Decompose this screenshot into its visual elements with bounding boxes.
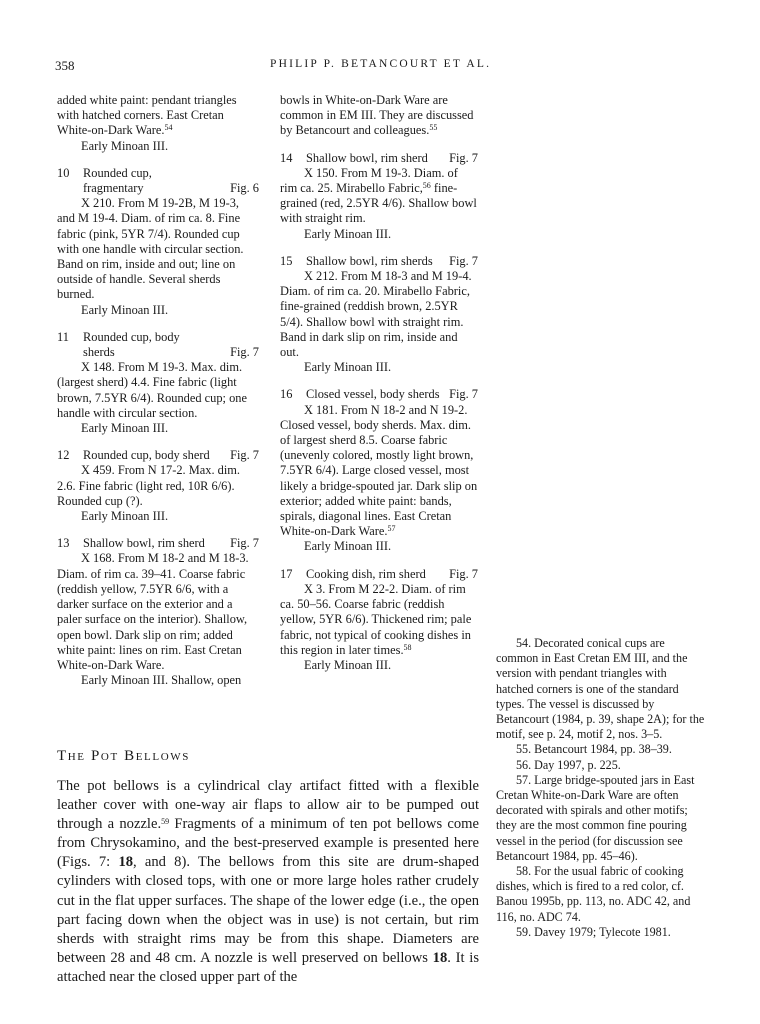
figure-reference[interactable]: Fig. 7	[230, 345, 259, 360]
catalog-entry-14	[280, 151, 478, 242]
period-label: Early Minoan III.	[304, 226, 392, 241]
section-heading: The Pot Bellows	[57, 748, 190, 764]
body-paragraph: The pot bellows is a cylindrical clay artifact fitted with a flexible leather cover with one-way air flaps to allow air to be pumped out through a nozzle.$^{59}$ Fragments of a minimum of ten pot bellows come from Chrysokamino, and the best-preserved example is presented here (Figs. 7: 18, and 8). The bellows from this site are drum-shaped cylinders with closed tops, with one or more large holes rather crudely cut in the flat upper surfaces. The shape of the lower edge (i.e., the open part facing down when the object was in use) is not certain, but rim sherds with straight rims may be from this shape. Diameters are between 28 and 48 cm. A nozzle is well preserved on bellows 18. It is attached near the closed upper part of the	[57, 778, 479, 985]
entry-number: 11	[57, 329, 69, 344]
figure-reference[interactable]: Fig. 7	[230, 536, 259, 551]
figure-reference[interactable]: Fig. 6	[230, 181, 259, 196]
section-body	[57, 777, 479, 987]
entry-heading	[57, 536, 259, 551]
period-label: Early Minoan III.	[81, 138, 169, 153]
catalog-ref[interactable]: 18	[432, 949, 448, 966]
catalog-entry-15	[280, 254, 478, 376]
entry-description: X 212. From M 18-3 and M 19-4. Diam. of rim ca. 20. Mirabello Fabric, fine-grained (reddish brown, 2.5YR 5/4). Shallow bowl with straight rim. Band in dark slip on rim, inside and out.	[280, 269, 472, 360]
right-catalog-column	[280, 93, 478, 673]
figure-reference[interactable]: Fig. 7	[449, 150, 478, 165]
figure-reference[interactable]: Fig. 7	[449, 253, 478, 268]
period-label: Early Minoan III.	[81, 509, 169, 524]
continuation-text: bowls in White-on-Dark Ware are common in EM III. They are discussed by Betancourt and colleagues.$^{55}$	[280, 93, 474, 138]
note-ref[interactable]: 58	[403, 642, 412, 652]
period-label: Early Minoan III.	[81, 421, 169, 436]
entry-title: Shallow bowl, rim sherd	[83, 536, 205, 551]
catalog-entry-11	[57, 330, 259, 436]
entry-number: 12	[57, 448, 70, 463]
continuation-text: added white paint: pendant triangles with hatched corners. East Cretan White-on-Dark Ware.$^{54}$	[57, 93, 237, 138]
entry-heading	[280, 567, 478, 582]
catalog-entry-10	[57, 166, 259, 318]
entry-heading	[57, 166, 259, 196]
catalog-entry-12	[57, 448, 259, 524]
left-catalog-column	[57, 93, 259, 688]
entry-description: X 181. From N 18-2 and N 19-2. Closed vessel, body sherds. Max. dim. of largest sherd 8.5. Coarse fabric (unevenly colored, mostly light brown, 7.5YR 6/4). Large closed vessel, most likely a bridge-spouted jar. Dark slip on exterior; added white paint: bands, spirals, diagonal lines. East Cretan White-on-Dark Ware.$^{57}$	[280, 402, 478, 539]
entry-title: Rounded cup, body sherds	[83, 329, 180, 360]
entry-description: X 150. From M 19-3. Diam. of rim ca. 25. Mirabello Fabric,$^{56}$ fine-grained (red, 2.5YR 4/6). Shallow bowl with straight rim.	[280, 165, 477, 226]
entry-heading	[280, 151, 478, 166]
footnote-57: 57. Large bridge-spouted jars in East Cretan White-on-Dark Ware are often decorated with spirals and other motifs; they are the most common fine pouring vessel in the period (for discussion see Betancourt 1984, pp. 45–46).	[496, 772, 695, 863]
period-label: Early Minoan III. Shallow, open	[81, 673, 242, 688]
footnote-58: 58. For the usual fabric of cooking dishes, which is fired to a red color, cf. Banou 1995b, pp. 113, no. ADC 42, and 116, no. ADC 74.	[496, 864, 691, 924]
figure-reference[interactable]: Fig. 7	[449, 566, 478, 581]
entry-title: Shallow bowl, rim sherd	[306, 150, 428, 165]
period-label: Early Minoan III.	[304, 657, 392, 672]
entry-title: Shallow bowl, rim sherds	[306, 253, 433, 268]
footnotes	[496, 636, 706, 940]
catalog-entry-17	[280, 567, 478, 673]
entry-number: 15	[280, 253, 293, 268]
period-label: Early Minoan III.	[304, 360, 392, 375]
note-ref[interactable]: 54	[164, 123, 173, 133]
catalog-entry-13	[57, 536, 259, 688]
figure-reference[interactable]: Fig. 7	[230, 448, 259, 463]
entry-description: X 148. From M 19-3. Max. dim. (largest sherd) 4.4. Fine fabric (light brown, 7.5YR 6/4). Rounded cup; one handle with circular section.	[57, 360, 247, 420]
entry-description: X 459. From N 17-2. Max. dim. 2.6. Fine fabric (light red, 10R 6/6). Rounded cup (?).	[57, 463, 241, 508]
entry-title: Rounded cup, body sherd	[83, 448, 210, 463]
catalog-entry-16	[280, 387, 478, 554]
entry-heading	[280, 254, 478, 269]
entry-description: X 3. From M 22-2. Diam. of rim ca. 50–56. Coarse fabric (reddish yellow, 5YR 6/6). Thickened rim; pale fabric, not typical of cooking dishes in this region in later times.$^{58}$	[280, 581, 472, 657]
note-ref[interactable]: 57	[387, 524, 396, 534]
footnote-54: 54. Decorated conical cups are common in East Cretan EM III, and the version with pendant triangles with hatched corners is one of the standard types. The vessel is discussed by Betancourt (1984, p. 39, shape 2A); for the motif, see p. 24, motif 2, nos. 3–5.	[496, 636, 705, 742]
entry-description: X 168. From M 18-2 and M 18-3. Diam. of rim ca. 39–41. Coarse fabric (reddish yellow, 7.5YR 6/6, with a darker surface on the exterior and a paler surface on the interior). Shallow, open bowl. Dark slip on rim; added white paint: lines on rim. East Cretan White-on-Dark Ware.	[57, 551, 249, 672]
footnote-59: 59. Davey 1979; Tylecote 1981.	[516, 924, 671, 939]
running-head: PHILIP P. BETANCOURT ET AL.	[270, 58, 492, 70]
entry-number: 13	[57, 536, 70, 551]
catalog-ref[interactable]: 18	[118, 854, 134, 871]
entry-title: Cooking dish, rim sherd	[306, 566, 426, 581]
footnote-56: 56. Day 1997, p. 225.	[516, 757, 621, 772]
entry-title: Closed vessel, body sherds	[306, 387, 440, 402]
entry-number: 16	[280, 387, 293, 402]
entry-heading	[57, 330, 259, 360]
entry-heading	[57, 448, 259, 463]
period-label: Early Minoan III.	[304, 539, 392, 554]
note-ref[interactable]: 59	[161, 817, 170, 827]
figure-reference[interactable]: Fig. 7	[449, 387, 478, 402]
entry-number: 17	[280, 566, 293, 581]
entry-number: 14	[280, 150, 293, 165]
period-label: Early Minoan III.	[81, 302, 169, 317]
note-ref[interactable]: 56	[422, 181, 431, 191]
note-ref[interactable]: 55	[429, 123, 438, 133]
footnote-55: 55. Betancourt 1984, pp. 38–39.	[516, 742, 672, 757]
entry-number: 10	[57, 165, 70, 180]
entry-description: X 210. From M 19-2B, M 19-3, and M 19-4. Diam. of rim ca. 8. Fine fabric (pink, 5YR 7/4). Rounded cup with one handle with circular section. Band on rim, inside and out; line on outside of handle. Several sherds burned.	[57, 196, 244, 302]
page-number: 358	[55, 58, 75, 73]
entry-title: Rounded cup, fragmentary	[83, 165, 152, 196]
entry-heading	[280, 387, 478, 402]
